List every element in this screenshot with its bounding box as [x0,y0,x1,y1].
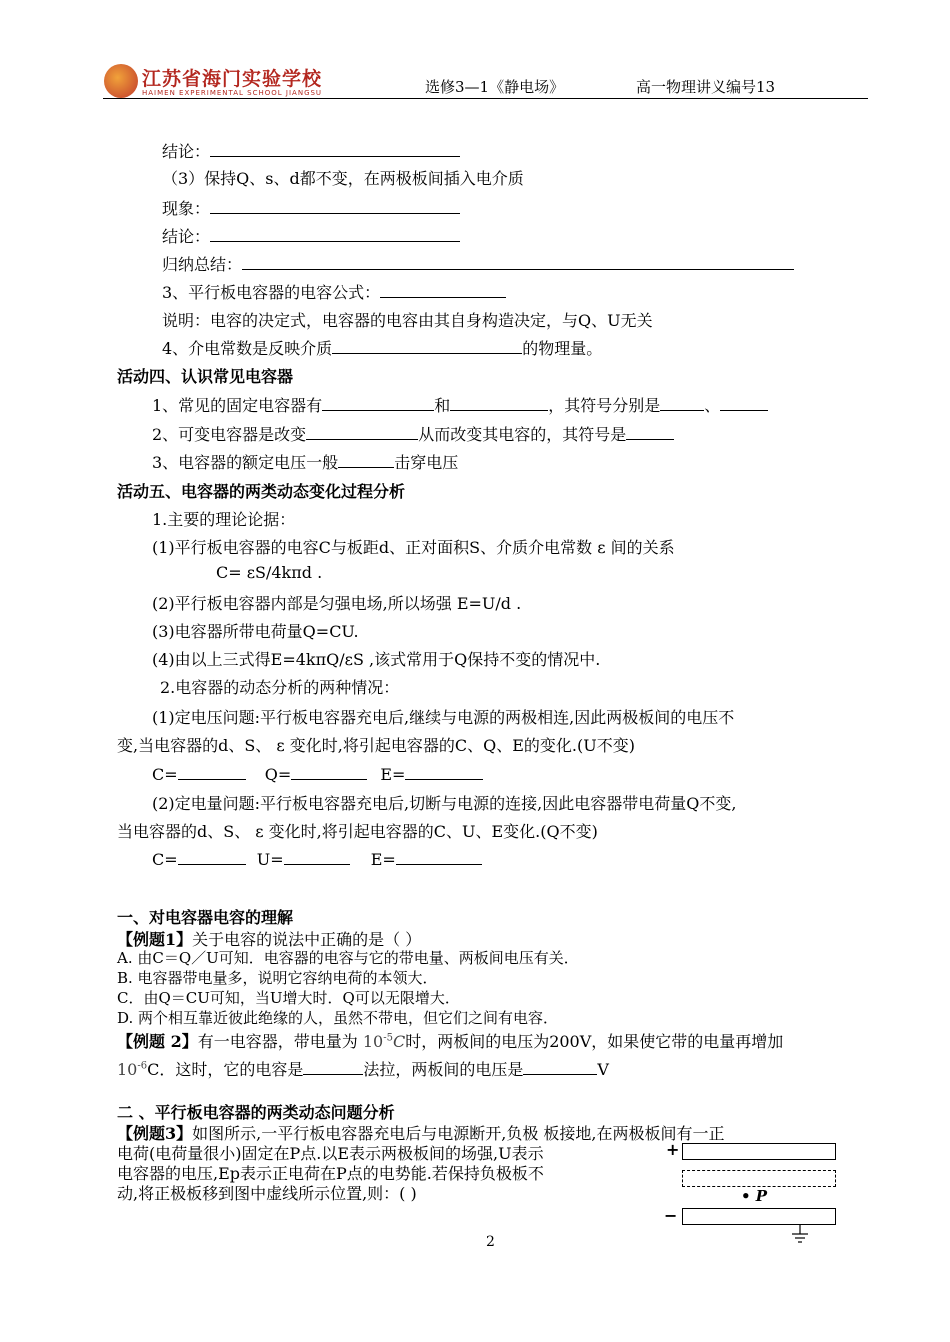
case2-answers: C= U= E= [152,848,482,869]
answer-blank[interactable] [303,1058,363,1075]
basis-heading: 1.主要的理论论据： [152,510,296,529]
example3-line3: 电容器的电压,Ep表示正电荷在P点的电势能.若保持负极板不 [117,1164,544,1183]
answer-blank[interactable] [626,423,674,440]
answer-blank[interactable] [396,848,482,865]
conclusion-line-1: 结论： [162,139,460,162]
negative-plate [682,1208,836,1225]
option-c: C．由Q＝CU可知，当U增大时．Q可以无限增大． [117,989,460,1007]
summary-line: 归纳总结： [162,252,794,275]
answer-blank[interactable] [338,451,394,468]
answer-blank[interactable] [210,140,460,157]
example2-line1: 【例题 2】有一电容器，带电量为 $10^{-5}C$时，两板间的电压为200V，如果使它带的电量再增加 [117,1032,784,1051]
plus-sign: + [666,1140,680,1159]
part2-title: 二 、平行板电容器的两类动态问题分析 [117,1103,395,1122]
case2-line2: 当电容器的d、S、 ε 变化时,将引起电容器的C、U、E变化.(Q不变) [117,822,598,841]
phenomenon-line: 现象： [162,196,460,219]
item-3: （3）保持Q、s、d都不变，在两极板间插入电介质 [162,169,524,188]
answer-blank[interactable] [332,337,522,354]
part1-title: 一、对电容器电容的理解 [117,908,294,927]
example3-line1: 【例题3】如图所示,一平行板电容器充电后与电源断开,负极 板接地,在两极板间有一正 [117,1124,725,1143]
answer-blank[interactable] [210,197,460,214]
option-d: D. 两个相互靠近彼此绝缘的人，虽然不带电，但它们之间有电容． [117,1009,559,1027]
case1-answers: C= Q= E= [152,763,483,784]
school-name: 江苏省海门实验学校 [142,68,323,90]
capacitance-formula: C= εS/4kπd . [216,563,323,582]
case1-line2: 变,当电容器的d、S、 ε 变化时,将引起电容器的C、Q、E的变化.(U不变) [117,736,635,755]
case1-line1: (1)定电压问题:平行板电容器充电后,继续与电源的两极相连,因此两极板间的电压不 [152,708,735,727]
charge-formula: (3)电容器所带电荷量Q=CU. [152,622,359,641]
conclusion-line-2: 结论： [162,224,460,247]
activity4-line1: 1、常见的固定电容器有 和 ，其符号分别是 、 [152,393,768,416]
point-p-label: • P [741,1187,768,1205]
answer-blank[interactable] [380,281,506,298]
handout-number: 高一物理讲义编号13 [636,78,776,96]
answer-blank[interactable] [523,1058,597,1075]
case2-line1: (2)定电量问题:平行板电容器充电后,切断与电源的连接,因此电容器带电荷量Q不变, [152,794,737,813]
answer-blank[interactable] [284,848,350,865]
field-formula: (2)平行板电容器内部是匀强电场,所以场强 E=U/d . [152,594,522,613]
example3-line2: 电荷(电荷量很小)固定在P点.以E表示两极板间的场强,U表示 [117,1144,544,1163]
answer-blank[interactable] [720,394,768,411]
formula-question: 3、平行板电容器的电容公式： [162,280,506,303]
answer-blank[interactable] [291,763,367,780]
example1: 【例题1】关于电容的说法中正确的是（ ） [117,930,422,949]
combined-formula: (4)由以上三式得E=4kπQ/εS ,该式常用于Q保持不变的情况中. [152,650,601,669]
example2-line2: $10^{-6}C$．这时，它的电容是 法拉，两板间的电压是 V [117,1060,609,1079]
option-b: B. 电容器带电量多，说明它容纳电荷的本领大． [117,969,438,987]
positive-plate [682,1143,836,1160]
activity4-line2: 2、可变电容器是改变 从而改变其电容的，其符号是 [152,422,674,445]
option-a: A. 由C＝Q／U可知．电容器的电容与它的带电量、两板间电压有关． [117,949,579,967]
answer-blank[interactable] [660,394,704,411]
answer-blank[interactable] [210,225,460,242]
answer-blank[interactable] [178,763,246,780]
ground-icon [790,1224,810,1246]
school-logo-icon [104,64,138,98]
answer-blank[interactable] [405,763,483,780]
school-name-en: HAIMEN EXPERIMENTAL SCHOOL JIANGSU [142,89,323,97]
course-title: 选修3—1《静电场》 [425,78,565,96]
dielectric-line: 4、介电常数是反映介质 的物理量。 [162,339,603,358]
note-line: 说明：电容的决定式，电容器的电容由其自身构造决定，与Q、U无关 [162,311,653,330]
cases-heading: 2.电容器的动态分析的两种情况： [160,678,400,697]
dashed-plate-position [682,1170,836,1187]
example3-line4: 动,将正极板移到图中虚线所示位置,则：( ) [117,1184,417,1203]
answer-blank[interactable] [242,253,794,270]
answer-blank[interactable] [178,848,246,865]
answer-blank[interactable] [306,423,418,440]
activity4-line3: 3、电容器的额定电压一般 击穿电压 [152,453,459,472]
header-divider [103,98,868,99]
relation-text: (1)平行板电容器的电容C与板距d、正对面积S、介质介电常数 ε 间的关系 [152,538,675,557]
activity5-title: 活动五、电容器的两类动态变化过程分析 [117,482,406,501]
answer-blank[interactable] [450,394,548,411]
minus-sign: − [664,1206,678,1225]
activity4-title: 活动四、认识常见电容器 [117,367,294,386]
page-number: 2 [486,1234,495,1250]
answer-blank[interactable] [322,394,434,411]
